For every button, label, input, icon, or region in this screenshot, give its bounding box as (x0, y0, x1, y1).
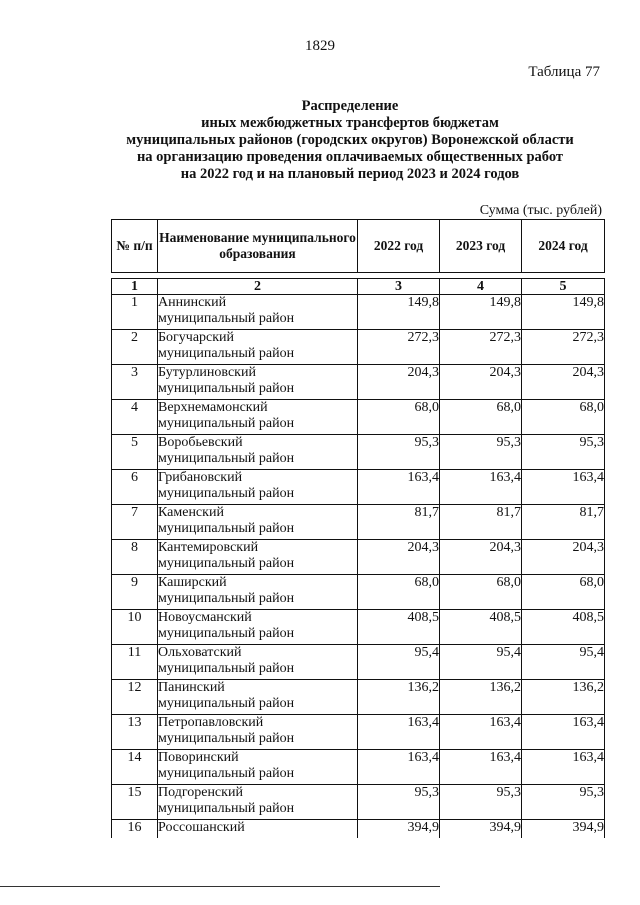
sum-units-label: Сумма (тыс. рублей) (479, 203, 602, 218)
table-row (112, 295, 605, 330)
value-2023: 163,4 (440, 750, 522, 785)
table-row (112, 820, 605, 839)
header-2023: 2023 год (440, 220, 522, 273)
value-2024: 163,4 (522, 470, 605, 505)
row-number: 8 (112, 540, 158, 575)
column-number: 3 (358, 279, 440, 295)
value-2022: 163,4 (358, 470, 440, 505)
row-number: 15 (112, 785, 158, 820)
row-number: 9 (112, 575, 158, 610)
table-header (111, 219, 605, 273)
value-2024: 163,4 (522, 750, 605, 785)
value-2023: 204,3 (440, 540, 522, 575)
value-2024: 136,2 (522, 680, 605, 715)
value-2022: 95,3 (358, 435, 440, 470)
district-name-line: Кантемировский (158, 540, 259, 555)
value-2024: 95,4 (522, 645, 605, 680)
district-name (158, 575, 358, 610)
district-name (158, 610, 358, 645)
title-line-3: муниципальных районов (городских округов) Воронежской области (126, 132, 574, 148)
district-name-line: Петропавловский (158, 715, 264, 730)
row-number: 14 (112, 750, 158, 785)
value-2023: 163,4 (440, 470, 522, 505)
value-2023: 68,0 (440, 575, 522, 610)
district-name (158, 645, 358, 680)
district-type-line: муниципальный район (158, 765, 295, 781)
value-2022: 149,8 (358, 295, 440, 330)
table-row (112, 435, 605, 470)
district-type-line: муниципальный район (158, 800, 295, 816)
table-row (112, 505, 605, 540)
district-type-line: муниципальный район (158, 345, 295, 361)
table-row (112, 610, 605, 645)
district-name (158, 435, 358, 470)
document-title (70, 98, 630, 183)
row-number: 2 (112, 330, 158, 365)
district-type-line: муниципальный район (158, 485, 295, 501)
table-row (112, 750, 605, 785)
district-name (158, 365, 358, 400)
table-label: Таблица 77 (528, 64, 600, 80)
value-2023: 204,3 (440, 365, 522, 400)
value-2024: 68,0 (522, 575, 605, 610)
value-2024: 81,7 (522, 505, 605, 540)
value-2024: 394,9 (522, 820, 605, 839)
value-2022: 204,3 (358, 365, 440, 400)
value-2022: 163,4 (358, 715, 440, 750)
table-row (112, 715, 605, 750)
value-2023: 95,4 (440, 645, 522, 680)
district-name (158, 820, 358, 839)
value-2022: 81,7 (358, 505, 440, 540)
district-name (158, 505, 358, 540)
district-name (158, 785, 358, 820)
value-2024: 163,4 (522, 715, 605, 750)
row-number: 12 (112, 680, 158, 715)
district-name-line: Подгоренский (158, 785, 243, 800)
header-no: № п/п (112, 220, 158, 273)
row-number: 13 (112, 715, 158, 750)
table-row (112, 400, 605, 435)
district-type-line: муниципальный район (158, 310, 295, 326)
value-2024: 68,0 (522, 400, 605, 435)
value-2024: 95,3 (522, 785, 605, 820)
table-row (112, 645, 605, 680)
row-number: 5 (112, 435, 158, 470)
value-2024: 204,3 (522, 540, 605, 575)
table-row (112, 330, 605, 365)
header-name: Наименование муниципального образования (158, 220, 358, 273)
district-type-line: муниципальный район (158, 520, 295, 536)
column-number-row (112, 279, 605, 295)
value-2022: 68,0 (358, 400, 440, 435)
district-name-line: Аннинский (158, 295, 227, 310)
district-type-line: муниципальный район (158, 590, 295, 606)
data-table (111, 278, 605, 838)
row-number: 6 (112, 470, 158, 505)
value-2022: 95,3 (358, 785, 440, 820)
value-2024: 149,8 (522, 295, 605, 330)
value-2024: 95,3 (522, 435, 605, 470)
value-2022: 394,9 (358, 820, 440, 839)
page-number: 1829 (305, 38, 335, 54)
district-type-line: муниципальный район (158, 555, 295, 571)
row-number: 1 (112, 295, 158, 330)
row-number: 7 (112, 505, 158, 540)
table-row (112, 680, 605, 715)
district-name (158, 330, 358, 365)
value-2024: 204,3 (522, 365, 605, 400)
district-name-line: Воробьевский (158, 435, 243, 450)
header-2024: 2024 год (522, 220, 605, 273)
table-row (112, 470, 605, 505)
title-line-5: на 2022 год и на плановый период 2023 и 2024 годов (180, 166, 520, 182)
district-type-line: муниципальный район (158, 625, 295, 641)
row-number: 4 (112, 400, 158, 435)
row-number: 16 (112, 820, 158, 839)
footer-divider (0, 886, 440, 887)
title-line-2: иных межбюджетных трансфертов бюджетам (201, 115, 499, 131)
value-2023: 272,3 (440, 330, 522, 365)
column-number: 1 (112, 279, 158, 295)
value-2023: 81,7 (440, 505, 522, 540)
district-name-line: Богучарский (158, 330, 235, 345)
value-2022: 163,4 (358, 750, 440, 785)
district-name-line: Каширский (158, 575, 227, 590)
district-name (158, 750, 358, 785)
district-type-line: муниципальный район (158, 695, 295, 711)
district-name (158, 540, 358, 575)
district-type-line: муниципальный район (158, 415, 295, 431)
column-number: 5 (522, 279, 605, 295)
row-number: 11 (112, 645, 158, 680)
district-name (158, 680, 358, 715)
district-name (158, 295, 358, 330)
district-name-line: Бутурлиновский (158, 365, 256, 380)
value-2023: 68,0 (440, 400, 522, 435)
table-row (112, 540, 605, 575)
district-name (158, 470, 358, 505)
district-type-line: муниципальный район (158, 450, 295, 466)
row-number: 10 (112, 610, 158, 645)
value-2023: 163,4 (440, 715, 522, 750)
title-line-4: на организацию проведения оплачиваемых общественных работ (136, 149, 564, 165)
table-row (112, 365, 605, 400)
district-name-line: Верхнемамонский (158, 400, 268, 415)
district-name-line: Панинский (158, 680, 225, 695)
table-row (112, 575, 605, 610)
district-type-line: муниципальный район (158, 380, 295, 396)
value-2022: 408,5 (358, 610, 440, 645)
value-2024: 272,3 (522, 330, 605, 365)
value-2022: 136,2 (358, 680, 440, 715)
header-2022: 2022 год (358, 220, 440, 273)
value-2022: 95,4 (358, 645, 440, 680)
district-name-line: Россошанский (158, 820, 245, 835)
value-2024: 408,5 (522, 610, 605, 645)
column-number: 2 (158, 279, 358, 295)
district-type-line: муниципальный район (158, 730, 295, 746)
value-2023: 408,5 (440, 610, 522, 645)
title-line-1: Распределение (301, 98, 399, 114)
value-2022: 204,3 (358, 540, 440, 575)
value-2023: 136,2 (440, 680, 522, 715)
district-name-line: Каменский (158, 505, 224, 520)
district-name-line: Новоусманский (158, 610, 252, 625)
value-2023: 95,3 (440, 785, 522, 820)
value-2022: 272,3 (358, 330, 440, 365)
value-2023: 394,9 (440, 820, 522, 839)
district-name (158, 400, 358, 435)
district-name-line: Грибановский (158, 470, 243, 485)
value-2022: 68,0 (358, 575, 440, 610)
value-2023: 149,8 (440, 295, 522, 330)
table-row (112, 785, 605, 820)
row-number: 3 (112, 365, 158, 400)
column-number: 4 (440, 279, 522, 295)
district-name-line: Поворинский (158, 750, 239, 765)
value-2023: 95,3 (440, 435, 522, 470)
district-type-line: муниципальный район (158, 660, 295, 676)
district-name-line: Ольховатский (158, 645, 242, 660)
district-name (158, 715, 358, 750)
